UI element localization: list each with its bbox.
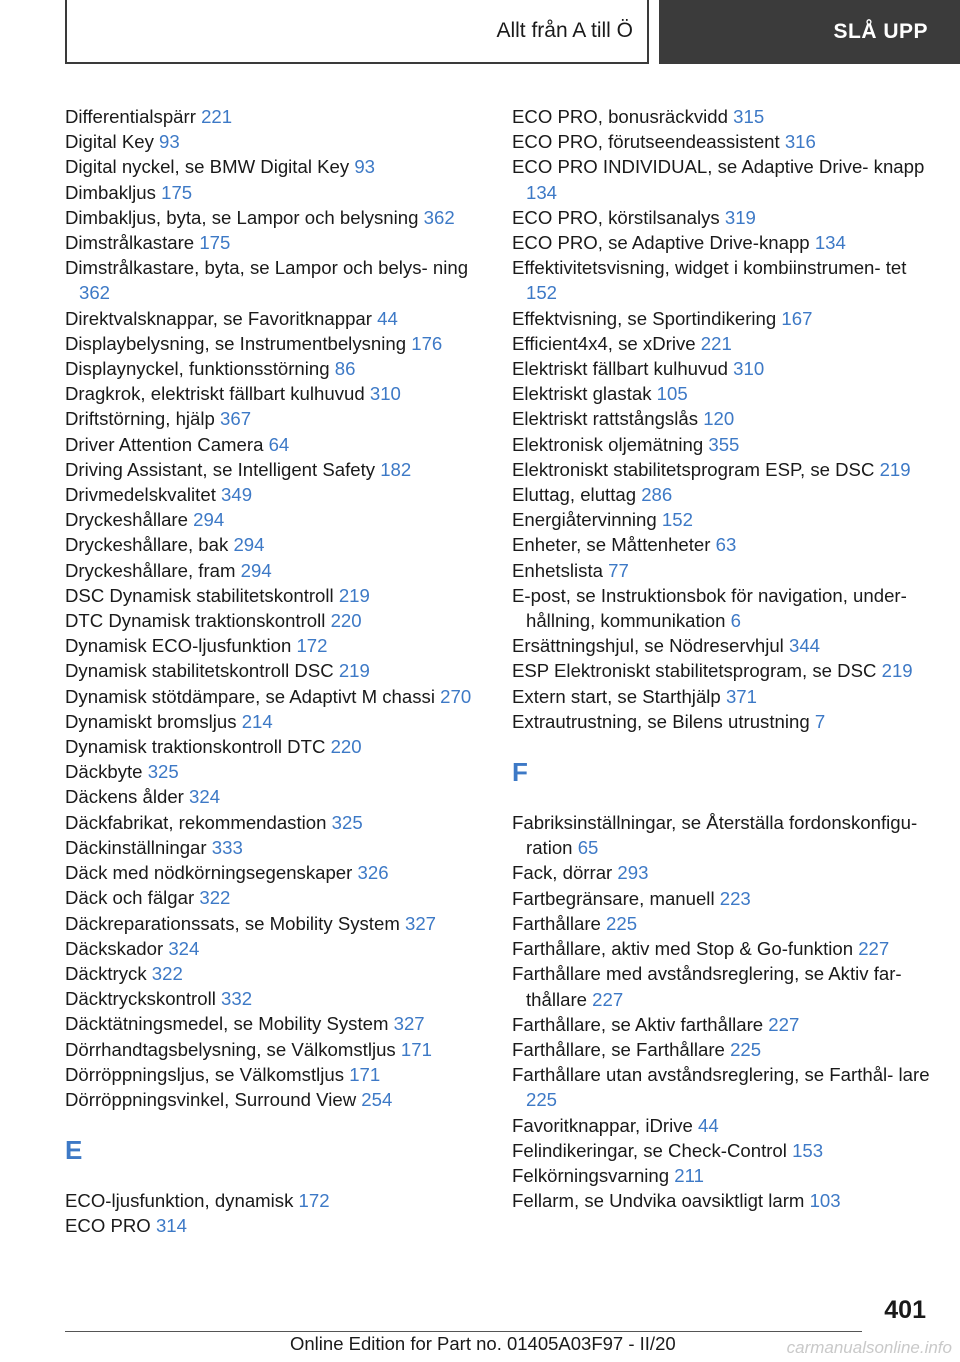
index-entry bbox=[65, 1062, 485, 1087]
page-reference-link[interactable]: 219 bbox=[881, 660, 913, 682]
page-reference-link[interactable]: 6 bbox=[730, 610, 741, 632]
page-reference-link[interactable]: 319 bbox=[724, 206, 756, 228]
page-reference-link[interactable]: 171 bbox=[349, 1063, 381, 1085]
page-reference-link[interactable]: 44 bbox=[377, 307, 398, 329]
index-entry-text: Däck och fälgar bbox=[65, 887, 195, 909]
index-entry-text: Däcktryckskontroll bbox=[65, 988, 216, 1010]
page-reference-link[interactable]: 172 bbox=[298, 1190, 330, 1212]
index-entry bbox=[512, 860, 932, 885]
page-reference-link[interactable]: 211 bbox=[674, 1164, 704, 1186]
page-reference-link[interactable]: 254 bbox=[361, 1088, 393, 1110]
index-entry bbox=[65, 684, 485, 709]
page-reference-link[interactable]: 63 bbox=[715, 534, 737, 556]
index-entry bbox=[65, 331, 485, 356]
index-entry bbox=[512, 558, 932, 583]
page-reference-link[interactable]: 221 bbox=[700, 332, 732, 354]
watermark: carmanualsonline.info bbox=[786, 1338, 952, 1357]
index-entry bbox=[512, 205, 932, 230]
page-reference-link[interactable]: 310 bbox=[733, 358, 765, 380]
index-entry-text: Extern start, se Starthjälp bbox=[512, 685, 721, 707]
page-reference-link[interactable]: 322 bbox=[151, 962, 183, 984]
page-reference-link[interactable]: 44 bbox=[698, 1114, 719, 1136]
index-entry bbox=[512, 381, 932, 406]
index-entry-text: E-post, se Instruktionsbok för navigation, under‐ hållning, kommunikation bbox=[512, 584, 907, 632]
page-reference-link[interactable]: 326 bbox=[357, 862, 389, 884]
page-reference-link[interactable]: 171 bbox=[400, 1038, 432, 1060]
index-entry-text: Dörröppningsvinkel, Surround View bbox=[65, 1088, 357, 1110]
page-reference-link[interactable]: 362 bbox=[423, 206, 455, 228]
index-entry-text: Dörrhandtagsbelysning, se Välkomstljus bbox=[65, 1038, 396, 1060]
index-entry bbox=[65, 356, 485, 381]
page-reference-link[interactable]: 349 bbox=[221, 484, 253, 506]
index-entry bbox=[65, 1087, 485, 1112]
index-entry-text: Dragkrok, elektriskt fällbart kulhuvud bbox=[65, 383, 365, 405]
page-reference-link[interactable]: 86 bbox=[334, 358, 356, 380]
index-entry bbox=[512, 457, 932, 482]
index-entry-text: Farthållare, se Farthållare bbox=[512, 1038, 725, 1060]
page-reference-link[interactable]: 77 bbox=[608, 559, 629, 581]
index-entry-text: Dimbakljus bbox=[65, 181, 156, 203]
page-reference-link[interactable]: 225 bbox=[606, 912, 638, 934]
index-entry-text: Fartbegränsare, manuell bbox=[512, 887, 715, 909]
index-entry-text: Enheter, se Måttenheter bbox=[512, 534, 711, 556]
index-entry bbox=[65, 1188, 485, 1213]
page-reference-link[interactable]: 225 bbox=[526, 1089, 558, 1111]
index-entry bbox=[65, 961, 485, 986]
index-entry-text: Däcktätningsmedel, se Mobility System bbox=[65, 1013, 389, 1035]
index-entry-text: Dynamisk stabilitetskontroll DSC bbox=[65, 660, 334, 682]
index-entry-text: Displaynyckel, funktionsstörning bbox=[65, 358, 330, 380]
index-entry-text: Dimstrålkastare bbox=[65, 232, 195, 254]
page-reference-link[interactable]: 219 bbox=[879, 458, 911, 480]
page-reference-link[interactable]: 167 bbox=[781, 307, 813, 329]
index-entry-text: Dryckeshållare bbox=[65, 509, 188, 531]
section-letter: F bbox=[512, 757, 528, 788]
lookup-button[interactable] bbox=[659, 0, 960, 64]
page-reference-link[interactable]: 314 bbox=[155, 1215, 187, 1237]
index-entry-text: ECO PRO, bonusräckvidd bbox=[512, 106, 728, 127]
page-reference-link[interactable]: 64 bbox=[268, 433, 290, 455]
page-reference-link[interactable]: 105 bbox=[656, 383, 688, 405]
index-entry-text: ESP Elektroniskt stabilitetsprogram, se DSC bbox=[512, 660, 877, 682]
index-entry-text: Elektriskt glastak bbox=[512, 383, 652, 405]
index-entry bbox=[65, 406, 485, 431]
index-entry bbox=[512, 532, 932, 557]
index-entry-text: Elektriskt rattstångslås bbox=[512, 408, 699, 430]
index-entry bbox=[65, 306, 485, 331]
page-reference-link[interactable]: 286 bbox=[641, 484, 673, 506]
index-entry bbox=[65, 936, 485, 961]
index-entry bbox=[65, 381, 485, 406]
index-entry-text: Differentialspärr bbox=[65, 106, 196, 127]
index-entry bbox=[65, 1037, 485, 1062]
page-reference-link[interactable]: 293 bbox=[617, 862, 649, 884]
index-entry bbox=[65, 734, 485, 759]
index-entry bbox=[65, 860, 485, 885]
index-entry-text: Elektroniskt stabilitetsprogram ESP, se DSC bbox=[512, 458, 875, 480]
index-entry bbox=[512, 886, 932, 911]
page-reference-link[interactable]: 221 bbox=[201, 106, 233, 127]
index-entry-text: Däckens ålder bbox=[65, 786, 184, 808]
page-reference-link[interactable]: 327 bbox=[404, 912, 437, 934]
index-entry bbox=[65, 507, 485, 532]
index-entry bbox=[65, 759, 485, 784]
page-reference-link[interactable]: 93 bbox=[354, 156, 376, 178]
page-number: 401 bbox=[884, 1296, 926, 1324]
index-entry bbox=[512, 1113, 932, 1138]
index-entry bbox=[512, 1012, 932, 1037]
index-entry-text: Dryckeshållare, bak bbox=[65, 534, 229, 556]
index-entry-text: Energiåtervinning bbox=[512, 509, 657, 531]
index-entry-text: DSC Dynamisk stabilitetskontroll bbox=[65, 584, 334, 606]
index-entry bbox=[512, 1037, 932, 1062]
index-entry-text: ECO PRO, se Adaptive Drive-knapp bbox=[512, 232, 810, 254]
index-entry-text: ECO PRO, körstilsanalys bbox=[512, 206, 720, 228]
index-entry bbox=[512, 356, 932, 381]
index-entry bbox=[512, 507, 932, 532]
page-reference-link[interactable]: 367 bbox=[220, 408, 252, 430]
page-reference-link[interactable]: 223 bbox=[719, 887, 751, 909]
index-entry bbox=[512, 129, 932, 154]
page-reference-link[interactable]: 93 bbox=[159, 131, 180, 153]
page-reference-link[interactable]: 7 bbox=[814, 710, 826, 732]
index-entry bbox=[65, 633, 485, 658]
index-entry-text: Fack, dörrar bbox=[512, 862, 613, 884]
page-reference-link[interactable]: 294 bbox=[233, 534, 265, 556]
index-entry-text: Digital Key bbox=[65, 131, 154, 153]
index-entry bbox=[65, 835, 485, 860]
page-reference-link[interactable]: 182 bbox=[380, 458, 412, 480]
index-entry bbox=[512, 961, 932, 1011]
index-entry-text: Fabriksinställningar, se Återställa fordonskonfigu‐ ration bbox=[512, 812, 918, 859]
edition-text: Online Edition for Part no. 01405A03F97 - II/20 bbox=[290, 1333, 676, 1354]
index-entry bbox=[65, 1011, 485, 1036]
index-entry-text: Felindikeringar, se Check-Control bbox=[512, 1139, 787, 1161]
index-entry bbox=[512, 658, 932, 683]
page-reference-link[interactable]: 344 bbox=[788, 635, 821, 657]
footer-divider bbox=[65, 1331, 862, 1332]
index-entry bbox=[65, 230, 485, 255]
index-entry bbox=[65, 709, 485, 734]
index-entry-text: Displaybelysning, se Instrumentbelysning bbox=[65, 332, 407, 354]
index-entry-text: Extrautrustning, se Bilens utrustning bbox=[512, 710, 810, 732]
page-reference-link[interactable]: 152 bbox=[526, 282, 558, 304]
page-reference-link[interactable]: 175 bbox=[199, 232, 231, 254]
page-reference-link[interactable]: 134 bbox=[814, 232, 846, 254]
page-reference-link[interactable]: 120 bbox=[703, 408, 735, 430]
index-entry bbox=[512, 482, 932, 507]
index-entry bbox=[65, 432, 485, 457]
index-entry bbox=[65, 911, 485, 936]
index-entry-text: Farthållare utan avståndsreglering, se Farthål‐ lare bbox=[512, 1064, 930, 1086]
index-entry bbox=[512, 255, 932, 305]
index-entry-text: Enhetslista bbox=[512, 559, 603, 581]
page-reference-link[interactable]: 225 bbox=[730, 1038, 762, 1060]
index-entry-text: Däckinställningar bbox=[65, 836, 207, 858]
index-entry bbox=[65, 608, 485, 633]
page-reference-link[interactable]: 219 bbox=[338, 584, 370, 606]
index-entry-text: Elektriskt fällbart kulhuvud bbox=[512, 358, 728, 380]
index-entry-text: Effektivitetsvisning, widget i kombiinstrumen‐ tet bbox=[512, 257, 907, 279]
index-entry-text: Däckskador bbox=[65, 937, 164, 959]
index-entry bbox=[65, 1213, 485, 1238]
index-entry-text: Farthållare med avståndsreglering, se Aktiv far‐ thållare bbox=[512, 963, 902, 1010]
index-entry bbox=[65, 658, 485, 683]
page-reference-link[interactable]: 322 bbox=[199, 887, 231, 909]
page-reference-link[interactable]: 324 bbox=[189, 786, 221, 808]
index-entry-text: Farthållare bbox=[512, 912, 601, 934]
index-entry-text: ECO-ljusfunktion, dynamisk bbox=[65, 1190, 294, 1212]
index-entry-text: ECO PRO bbox=[65, 1215, 151, 1237]
lookup-button-label: SLÅ UPP bbox=[833, 20, 928, 43]
page-reference-link[interactable]: 220 bbox=[330, 736, 362, 758]
index-entry bbox=[512, 154, 932, 204]
page-reference-link[interactable]: 176 bbox=[411, 332, 443, 354]
index-entry-text: Däckbyte bbox=[65, 761, 143, 783]
index-entry bbox=[512, 432, 932, 457]
page-reference-link[interactable]: 315 bbox=[733, 106, 765, 127]
page-reference-link[interactable]: 310 bbox=[369, 383, 401, 405]
index-entry bbox=[65, 205, 485, 230]
page-reference-link[interactable]: 294 bbox=[240, 559, 272, 581]
index-entry-text: Däckfabrikat, rekommendastion bbox=[65, 811, 327, 833]
index-entry-text: Däck med nödkörningsegenskaper bbox=[65, 862, 353, 884]
index-entry bbox=[65, 154, 485, 179]
index-entry-text: DTC Dynamisk traktionskontroll bbox=[65, 610, 326, 632]
index-entry bbox=[65, 583, 485, 608]
page-reference-link[interactable]: 134 bbox=[526, 181, 558, 203]
index-entry-text: Direktvalsknappar, se Favoritknappar bbox=[65, 307, 372, 329]
index-entry-text: Drivmedelskvalitet bbox=[65, 484, 216, 506]
page-reference-link[interactable]: 152 bbox=[661, 509, 693, 531]
index-entry bbox=[65, 255, 485, 305]
page-reference-link[interactable]: 220 bbox=[330, 610, 362, 632]
index-entry-text: Dynamisk ECO-ljusfunktion bbox=[65, 635, 292, 657]
index-entry-text: Dimbakljus, byta, se Lampor och belysning bbox=[65, 206, 419, 228]
index-entry-text: Fellarm, se Undvika oavsiktligt larm bbox=[512, 1190, 805, 1212]
index-entry bbox=[512, 1062, 932, 1112]
index-entry-text: Dynamisk traktionskontroll DTC bbox=[65, 736, 326, 758]
index-entry-text: Ersättningshjul, se Nödreservhjul bbox=[512, 635, 784, 657]
index-entry-text: Favoritknappar, iDrive bbox=[512, 1114, 693, 1136]
index-entry-text: Dynamisk stötdämpare, se Adaptivt M chassi bbox=[65, 685, 435, 707]
index-entry bbox=[65, 810, 485, 835]
index-entry bbox=[65, 129, 485, 154]
index-entry bbox=[65, 986, 485, 1011]
page-reference-link[interactable]: 175 bbox=[161, 181, 193, 203]
index-entry bbox=[65, 104, 485, 129]
index-entry-text: Efficient4x4, se xDrive bbox=[512, 332, 696, 354]
page-reference-link[interactable]: 325 bbox=[147, 761, 179, 783]
page-reference-link[interactable]: 324 bbox=[168, 937, 200, 959]
page-reference-link[interactable]: 65 bbox=[577, 837, 599, 859]
index-entry bbox=[512, 306, 932, 331]
page-reference-link[interactable]: 294 bbox=[193, 509, 225, 531]
index-entry bbox=[65, 180, 485, 205]
page-reference-link[interactable]: 103 bbox=[809, 1190, 841, 1212]
index-column-left bbox=[65, 104, 485, 1239]
index-entry bbox=[65, 784, 485, 809]
index-entry-text: Eluttag, eluttag bbox=[512, 484, 637, 506]
index-entry-text: Farthållare, se Aktiv farthållare bbox=[512, 1013, 764, 1035]
index-entry-text: Dynamiskt bromsljus bbox=[65, 710, 237, 732]
index-entry bbox=[512, 406, 932, 431]
index-entry-text: Driver Attention Camera bbox=[65, 433, 264, 455]
page-reference-link[interactable]: 214 bbox=[241, 710, 273, 732]
index-entry-text: Elektronisk oljemätning bbox=[512, 433, 704, 455]
index-entry bbox=[65, 457, 485, 482]
page-reference-link[interactable]: 153 bbox=[792, 1139, 824, 1161]
index-entry bbox=[65, 482, 485, 507]
page-reference-link[interactable]: 227 bbox=[768, 1013, 800, 1035]
page-reference-link[interactable]: 270 bbox=[440, 685, 472, 707]
index-entry bbox=[512, 1138, 932, 1163]
page-reference-link[interactable]: 371 bbox=[725, 685, 757, 707]
index-entry bbox=[512, 1188, 932, 1213]
index-tab-label: Allt från A till Ö bbox=[496, 19, 633, 42]
index-entry-text: Farthållare, aktiv med Stop & Go-funktion bbox=[512, 938, 854, 960]
page-reference-link[interactable]: 355 bbox=[708, 433, 740, 455]
page-reference-link[interactable]: 227 bbox=[592, 988, 624, 1010]
page-reference-link[interactable]: 325 bbox=[331, 811, 363, 833]
index-entry bbox=[65, 558, 485, 583]
index-entry-text: Dörröppningsljus, se Välkomstljus bbox=[65, 1063, 345, 1085]
index-entry bbox=[512, 1163, 932, 1188]
index-entry bbox=[512, 684, 932, 709]
index-entry bbox=[512, 709, 932, 734]
index-entry-text: ECO PRO INDIVIDUAL, se Adaptive Drive‐ knapp bbox=[512, 156, 925, 178]
index-entry bbox=[512, 936, 932, 961]
index-tab[interactable] bbox=[65, 0, 649, 64]
index-entry bbox=[512, 331, 932, 356]
index-entry bbox=[512, 911, 932, 936]
index-entry bbox=[65, 885, 485, 910]
page-reference-link[interactable]: 332 bbox=[221, 988, 253, 1010]
index-entry-text: Felkörningsvarning bbox=[512, 1164, 670, 1186]
index-entry bbox=[512, 230, 932, 255]
page-reference-link[interactable]: 333 bbox=[211, 836, 243, 858]
index-entry-text: Effektvisning, se Sportindikering bbox=[512, 307, 777, 329]
index-entry-text: Dryckeshållare, fram bbox=[65, 559, 236, 581]
section-letter: E bbox=[65, 1135, 83, 1166]
index-entry bbox=[512, 104, 932, 129]
index-column-right bbox=[512, 104, 932, 1213]
index-entry bbox=[512, 633, 932, 658]
page-reference-link[interactable]: 362 bbox=[79, 282, 111, 304]
index-entry bbox=[512, 810, 932, 860]
index-entry bbox=[65, 532, 485, 557]
page-reference-link[interactable]: 219 bbox=[338, 660, 370, 682]
page-reference-link[interactable]: 327 bbox=[393, 1013, 425, 1035]
page-reference-link[interactable]: 316 bbox=[784, 131, 816, 153]
index-entry-text: Dimstrålkastare, byta, se Lampor och belys‐ ning bbox=[65, 257, 469, 279]
index-entry-text: Driving Assistant, se Intelligent Safety bbox=[65, 458, 376, 480]
index-entry-text: Digital nyckel, se BMW Digital Key bbox=[65, 156, 350, 178]
index-entry bbox=[512, 583, 932, 633]
index-entry-text: Däckreparationssats, se Mobility System bbox=[65, 912, 400, 934]
page-reference-link[interactable]: 172 bbox=[296, 635, 328, 657]
page-reference-link[interactable]: 227 bbox=[858, 938, 890, 960]
index-entry-text: Driftstörning, hjälp bbox=[65, 408, 215, 430]
index-entry-text: ECO PRO, förutseendeassistent bbox=[512, 131, 780, 153]
index-entry-text: Däcktryck bbox=[65, 962, 147, 984]
